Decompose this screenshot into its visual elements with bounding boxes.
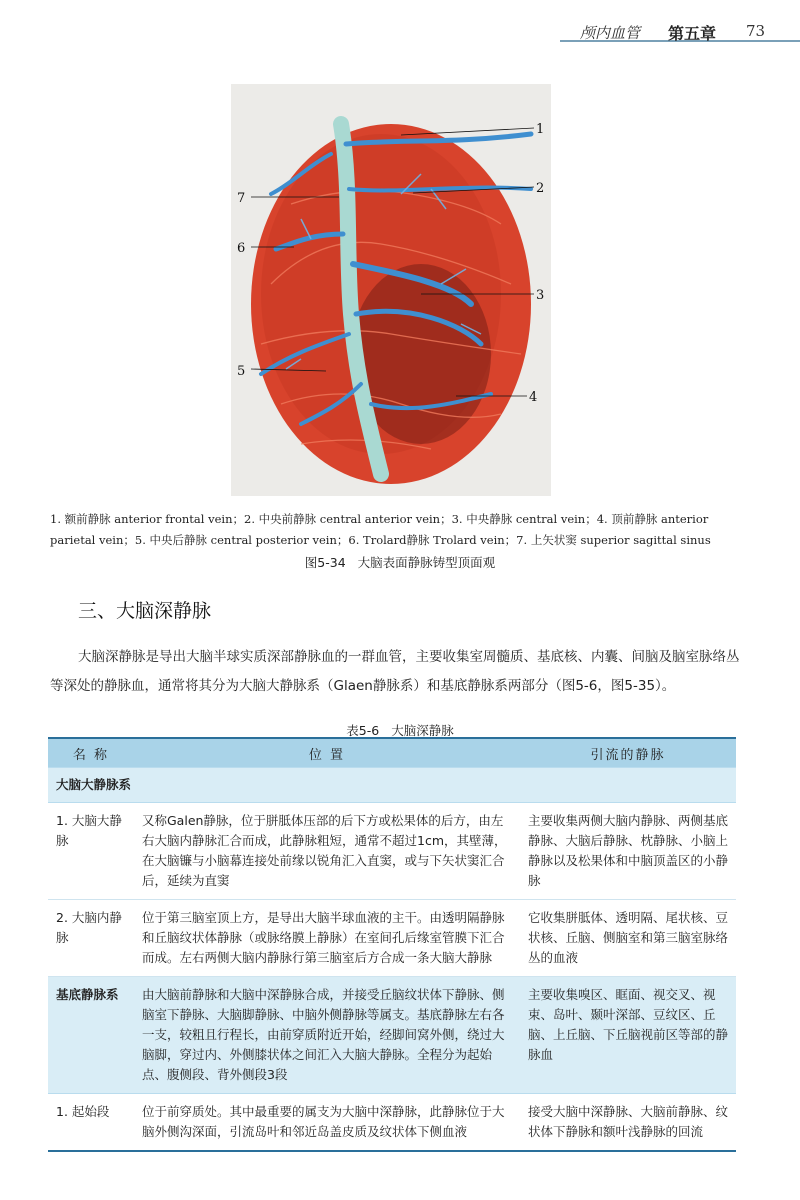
figure-number: 图5-34 [304, 555, 346, 570]
cell-name: 1. 大脑大静脉 [48, 803, 134, 900]
figure-legend: 1. 额前静脉 anterior frontal vein；2. 中央前静脉 central anterior vein；3. 中央静脉 central vein；4. 顶前静脉 anterior parietal vein；5. 中央后静脉 central posterior vein；6. Trolard静脉 Trolard vein；7. 上矢状窦 superior sagittal sinus [50, 512, 711, 547]
running-title: 颅内血管 [580, 24, 641, 42]
group-row-galen [48, 768, 736, 803]
header-name: 名 称 [48, 738, 134, 768]
page-number: 73 [746, 22, 766, 40]
cell-name: 1. 起始段 [48, 1094, 134, 1152]
cell-drainage: 主要收集嗅区、眶面、视交叉、视束、岛叶、颞叶深部、豆纹区、丘脑、上丘脑、下丘脑视前区等部的静脉血 [520, 977, 736, 1094]
figure-label-5: 5 [237, 364, 246, 379]
cell-position: 由大脑前静脉和大脑中深静脉合成，并接受丘脑纹状体下静脉、侧脑室下静脉、大脑脚静脉、中脑外侧静脉等属支。基底静脉左右各一支，较粗且行程长，由前穿质附近开始，经脚间窝外侧，绕过大脑脚，穿过内、外侧膝状体之间汇入大脑大静脉。全程分为起始点、腹侧段、背外侧段3段 [134, 977, 520, 1094]
figure-title: 大脑表面静脉铸型顶面观 [357, 555, 496, 570]
cell-position: 位于第三脑室顶上方，是导出大脑半球血液的主干。由透明隔静脉和丘脑纹状体静脉（或脉络膜上静脉）在室间孔后缘室管膜下汇合而成。左右两侧大脑内静脉行第三脑室后方合成一条大脑大静脉 [134, 900, 520, 977]
figure-label-6: 6 [237, 241, 246, 256]
table-number: 表5-6 [346, 723, 380, 738]
cell-position: 又称Galen静脉，位于胼胝体压部的后下方或松果体的后方，由左右大脑内静脉汇合而成，此静脉粗短，通常不超过1cm，其壁薄，在大脑镰与小脑幕连接处前缘以锐角汇入直窦，或与下矢状窦汇合后，延续为直窦 [134, 803, 520, 900]
header-position: 位 置 [134, 738, 520, 768]
table-row [48, 900, 736, 977]
vein-cast-photo [231, 84, 551, 496]
group-label: 大脑大静脉系 [48, 768, 736, 803]
figure-label-7: 7 [237, 191, 246, 206]
figure-label-1: 1 [536, 122, 545, 137]
header-drainage: 引流的静脉 [520, 738, 736, 768]
chapter-label: 第五章 [668, 24, 717, 43]
figure-label-4: 4 [529, 390, 538, 405]
cell-drainage: 它收集胼胝体、透明隔、尾状核、豆状核、丘脑、侧脑室和第三脑室脉络丛的血液 [520, 900, 736, 977]
figure-label-2: 2 [536, 181, 545, 196]
group-row-basal [48, 977, 736, 1094]
section-heading: 三、大脑深静脉 [78, 600, 212, 622]
table-header-row [48, 738, 736, 768]
cell-drainage: 主要收集两侧大脑内静脉、两侧基底静脉、大脑后静脉、枕静脉、小脑上静脉以及松果体和中脑顶盖区的小静脉 [520, 803, 736, 900]
figure-label-3: 3 [536, 288, 545, 303]
deep-veins-table [48, 737, 736, 1152]
cell-drainage: 接受大脑中深静脉、大脑前静脉、纹状体下静脉和额叶浅静脉的回流 [520, 1094, 736, 1152]
table-title: 大脑深静脉 [391, 723, 454, 738]
figure-caption [0, 553, 800, 571]
body-paragraph: 大脑深静脉是导出大脑半球实质深部静脉血的一群血管，主要收集室周髓质、基底核、内囊、间脑及脑室脉络丛等深处的静脉血，通常将其分为大脑大静脉系（Glaen静脉系）和基底静脉系两部分（图5-6，图5-35）。 [50, 649, 740, 694]
cell-name: 2. 大脑内静脉 [48, 900, 134, 977]
page-header [0, 0, 800, 46]
table-row [48, 1094, 736, 1152]
cell-name: 基底静脉系 [48, 977, 134, 1094]
cell-position: 位于前穿质处。其中最重要的属支为大脑中深静脉，此静脉位于大脑外侧沟深面，引流岛叶和邻近岛盖皮质及纹状体下侧血液 [134, 1094, 520, 1152]
table-row [48, 803, 736, 900]
